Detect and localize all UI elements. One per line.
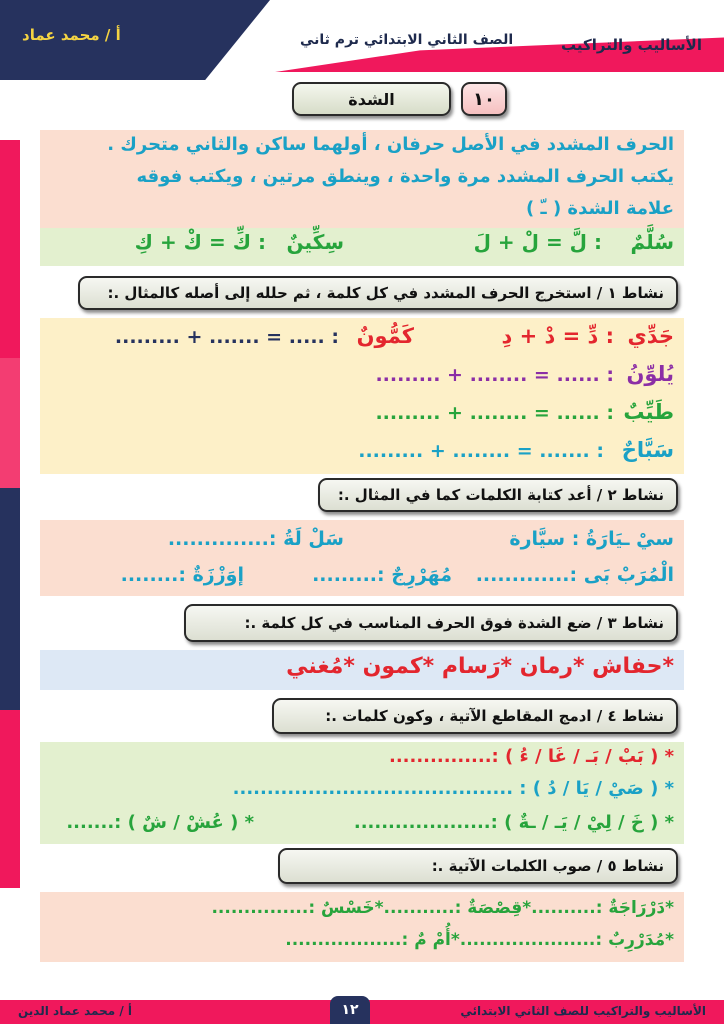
activity-2-row-1-a: سيْ ـيَارَةُ : سيَّارة (509, 528, 674, 550)
intro-line-2: يكتب الحرف المشدد مرة واحدة ، وينطق مرتين ، ويكتب فوقه (136, 166, 674, 187)
activity-5-title: نشاط ٥ / صوب الكلمات الآتية .: (278, 848, 678, 884)
activity-2-row-2-b: مُهَرْرِجٌ :......... (312, 564, 452, 586)
activity-2-row-1-b: سَلْ لَةُ :.............. (167, 528, 344, 550)
activity-2-title: نشاط ٢ / أعد كتابة الكلمات كما في المثال .: (318, 478, 678, 512)
activity-1-example-word: جَدِّي (627, 324, 674, 348)
activity-1-row-4-blank: : ....... = ........ + ......... (358, 440, 604, 462)
header-subject: الأساليب والتراكيب (561, 36, 702, 54)
activity-1-row-2-blank: : ...... = ........ + ......... (375, 364, 614, 386)
activity-1-row-4-word: سَبَّاحٌ (621, 438, 674, 462)
footer-author: أ / محمد عماد الدين (18, 1004, 133, 1018)
activity-2-row-2-c: إوَزْزَةٌ :........ (120, 564, 244, 586)
lesson-title: الشدة (292, 82, 451, 116)
intro-example-2-eq: : كِّ = كْ + كِ (134, 230, 266, 254)
side-bar-navy (0, 488, 20, 710)
footer-book: الأساليب والتراكيب للصف الثاني الابتدائي (460, 1004, 706, 1018)
activity-1-row-1-blank: : ..... = ....... + ......... (114, 326, 339, 348)
header-author: أ / محمد عماد (22, 26, 121, 44)
intro-line-3: علامة الشدة ( ـّ ) (526, 198, 674, 219)
intro-line-1: الحرف المشدد في الأصل حرفان ، أولهما ساكن والثاني متحرك . (107, 134, 674, 155)
side-bar-pink-light (0, 358, 20, 488)
lesson-number: ١٠ (461, 82, 507, 116)
activity-4-row-1: * ( بَبْ / بَـ / غَا / ءُ ) :............... (388, 746, 674, 767)
activity-3-words: *حفاش *رمان *رَسام *كمون *مُغني (286, 654, 674, 679)
activity-1-title: نشاط ١ / استخرج الحرف المشدد في كل كلمة ، ثم حلله إلى أصله كالمثال .: (78, 276, 678, 310)
activity-5-row-1: *دَرْرَاجَةٌ :..........*قِصْصَةٌ :...........*خَسْسٌ :............... (211, 898, 674, 918)
activity-5-row-2: *مُدَرْرِبٌ :.....................*أُمْ مٌ :.................. (285, 930, 674, 950)
activity-4-title: نشاط ٤ / ادمج المقاطع الآتية ، وكون كلمات .: (272, 698, 678, 734)
side-bar-pink (0, 140, 20, 358)
activity-1-row-2-word: يُلوِّنُ (626, 362, 674, 386)
intro-example-1-word: سُلَّمٌ (630, 230, 674, 254)
activity-3-title: نشاط ٣ / ضع الشدة فوق الحرف المناسب في كل كلمة .: (184, 604, 678, 642)
header-grade: الصف الثاني الابتدائي ترم ثاني (300, 32, 514, 48)
activity-4-row-3-a: * ( خَ / لِيْ / يَـ / ـةٌ ) :.................... (353, 812, 674, 833)
intro-example-1-eq: : لَّ = لْ + لَ (473, 230, 602, 254)
intro-example-2-word: سِكِّينٌ (286, 230, 344, 254)
activity-1-row-3-word: طَيِّبٌ (623, 400, 674, 424)
activity-4-row-2: * ( صَيْ / يَا / دُ ) : ......................................... (232, 778, 674, 799)
activity-2-row-2-a: الْمُرَبْ بَى :............. (475, 564, 674, 586)
activity-1-example-eq: : دِّ = دْ + دِ (501, 324, 614, 348)
side-bar-pink-bottom (0, 710, 20, 888)
activity-1-row-1-word: كَمُّونٌ (356, 324, 414, 348)
activity-1-row-3-blank: : ...... = ........ + ......... (375, 402, 614, 424)
activity-4-row-3-b: * ( عُشْ / شٌ ) :....... (66, 812, 254, 833)
footer-page-number: ١٢ (330, 996, 370, 1024)
